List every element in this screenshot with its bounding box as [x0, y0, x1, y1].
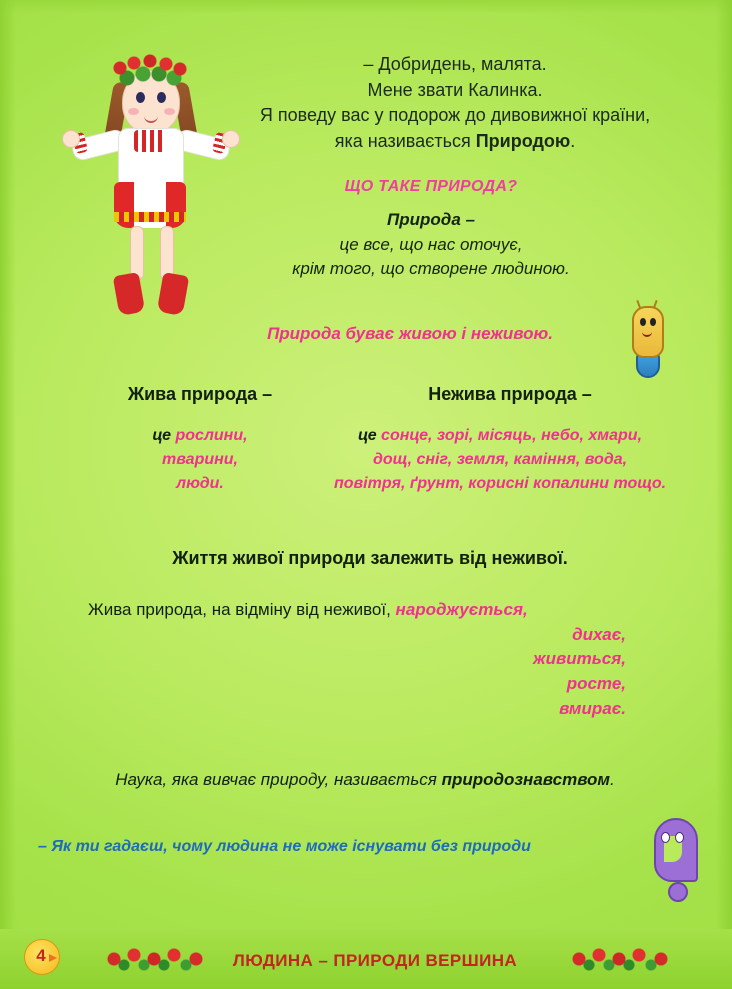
nonliving-line-1 [300, 424, 700, 448]
eye-left-icon [661, 832, 670, 843]
intro-line-4-suffix: . [570, 130, 576, 151]
leg-left-icon [130, 226, 144, 280]
hand-left-icon [62, 130, 80, 148]
page-edge-top [0, 0, 732, 14]
intro-line-2: Мене звати Калинка. [367, 79, 543, 100]
footer-title: ЛЮДИНА – ПРИРОДИ ВЕРШИНА [232, 951, 518, 970]
intro-paragraph [210, 52, 700, 154]
nonliving-lead: це [357, 427, 377, 444]
column-heading-living: Жива природа – [127, 384, 273, 404]
science-prefix: Наука, яка вивчає природу, називається [115, 770, 442, 789]
living-lead: це [152, 427, 172, 444]
eye-left-icon [640, 318, 646, 326]
boot-right-icon [157, 272, 190, 316]
comparison-verb-4: росте, [566, 673, 626, 693]
comparison-block [88, 598, 668, 721]
skirt-trim-icon [114, 212, 186, 222]
comparison-verb-1: народжується, [395, 600, 528, 619]
cheek-left-icon [128, 108, 139, 115]
page-edge-left [0, 0, 16, 989]
collar-embroidery-icon [134, 130, 166, 152]
intro-line-4 [210, 129, 700, 155]
science-sentence [40, 770, 690, 790]
intro-line-3: Я поведу вас у подорож до дивовижної країни, [259, 105, 651, 126]
definition-block [206, 208, 656, 282]
column-heading-nonliving: Нежива природа – [428, 384, 592, 404]
living-line-1 [60, 424, 340, 448]
eye-right-icon [157, 92, 166, 103]
living-item-3: люди. [176, 475, 224, 492]
eye-left-icon [136, 92, 145, 103]
caterpillar-mascot-icon [624, 300, 670, 376]
floral-ornament-left-icon [100, 947, 220, 971]
living-item-2: тварини, [161, 451, 238, 468]
page-edge-right [716, 0, 732, 989]
nonliving-item-2: дощ, сніг, земля, каміння, вода, [372, 451, 628, 468]
intro-line-1: – Добридень, малята. [363, 54, 547, 74]
living-item-1: рослини, [175, 427, 248, 444]
nonliving-item-1: сонце, зорі, місяць, небо, хмари, [381, 427, 643, 444]
comparison-verb-3: живиться, [533, 649, 626, 669]
nonliving-item-3: повітря, ґрунт, корисні копалини тощо. [333, 475, 667, 492]
cheek-right-icon [164, 108, 175, 115]
comparison-line-1 [88, 598, 668, 623]
banner-statement: Природа буває живою і неживою. [267, 324, 553, 343]
reflection-question: – Як ти гадаєш, чому людина не може існувати без природи [38, 838, 531, 855]
intro-line-4-prefix: яка називається [334, 130, 476, 151]
page-footer [0, 925, 732, 989]
comparison-intro: Жива природа, на відміну від неживої, [88, 600, 391, 619]
question-mark-mascot-icon [648, 818, 702, 902]
floral-ornament-right-icon [565, 947, 685, 971]
comparison-verb-5: вмирає. [559, 698, 626, 718]
eye-right-icon [650, 318, 656, 326]
column-body-living [60, 424, 340, 496]
intro-line-4-bold: Природою [475, 130, 571, 151]
definition-line-2: крім того, що створене людиною. [292, 259, 570, 279]
eye-right-icon [675, 832, 684, 843]
comparison-verb-2: дихає, [572, 624, 626, 644]
page-number: 4 [36, 946, 46, 965]
science-term: природознавством [441, 770, 610, 789]
section-question-heading: ЩО ТАКЕ ПРИРОДА? [344, 178, 518, 195]
flower-wreath-icon [110, 54, 190, 88]
definition-line-1: це все, що нас оточує, [339, 234, 523, 254]
page-number-badge [24, 939, 58, 973]
column-body-nonliving [300, 424, 700, 496]
dependency-statement: Життя живої природи залежить від неживої. [172, 548, 568, 568]
definition-term: Природа – [387, 210, 475, 229]
science-suffix: . [610, 770, 615, 789]
question-mark-dot-icon [668, 882, 688, 902]
